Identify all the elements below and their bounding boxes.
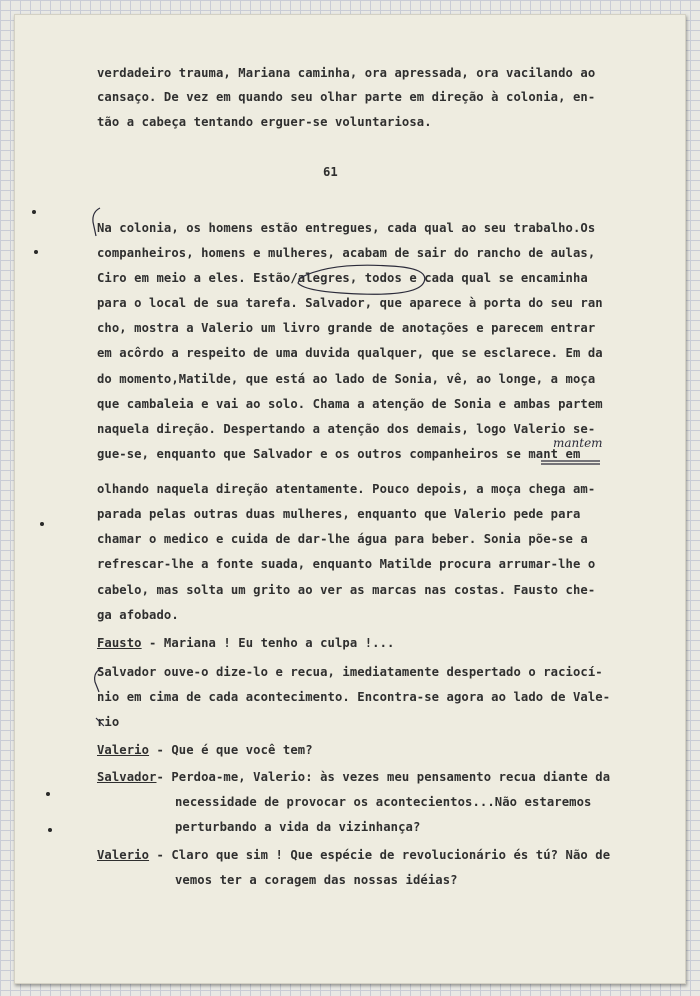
text-line: ga afobado.	[97, 608, 179, 622]
text-line: vemos ter a coragem das nossas idéias?	[175, 873, 458, 887]
dialogue-line	[97, 743, 313, 757]
text-line: rio	[97, 715, 120, 729]
text-line: nio em cima de cada acontecimento. Encontra-se agora ao lado de Vale-	[97, 690, 611, 704]
punch-hole	[40, 522, 44, 526]
speaker-name: Salvador	[97, 770, 157, 784]
text-line: tão a cabeça tentando erguer-se voluntariosa.	[97, 115, 432, 129]
speaker-name: Fausto	[97, 636, 142, 650]
punch-hole	[32, 210, 36, 214]
text-line: Ciro em meio a eles. Estão/alegres, todos e cada qual se encaminha	[97, 271, 588, 285]
text-line: que cambaleia e vai ao solo. Chama a atenção de Sonia e ambas partem	[97, 397, 603, 411]
dialogue-text: - Que é que você tem?	[149, 743, 313, 757]
typewritten-page	[14, 14, 686, 984]
punch-hole	[46, 792, 50, 796]
handwritten-correction: mantem	[553, 436, 603, 450]
text-line: parada pelas outras duas mulheres, enquanto que Valerio pede para	[97, 507, 581, 521]
text-line: chamar o medico e cuida de dar-lhe água para beber. Sonia põe-se a	[97, 532, 588, 546]
text-line: cansaço. De vez em quando seu olhar parte em direção à colonia, en-	[97, 90, 596, 104]
speaker-name: Valerio	[97, 743, 150, 757]
page-number: 61	[323, 165, 338, 179]
text-line: para o local de sua tarefa. Salvador, que aparece à porta do seu ran	[97, 296, 603, 310]
dialogue-text: - Claro que sim ! Que espécie de revolucionário és tú? Não de	[149, 848, 611, 862]
text-line: Na colonia, os homens estão entregues, cada qual ao seu trabalho.Os	[97, 221, 596, 235]
speaker-name: Valerio	[97, 848, 150, 862]
text-line: gue-se, enquanto que Salvador e os outros companheiros se mant em	[97, 447, 581, 461]
text-line: em acôrdo a respeito de uma duvida qualquer, que se esclarece. Em da	[97, 346, 603, 360]
dialogue-line	[97, 848, 610, 862]
dialogue-line	[97, 636, 395, 650]
dialogue-line	[97, 770, 610, 784]
text-line: cho, mostra a Valerio um livro grande de anotações e parecem entrar	[97, 321, 596, 335]
text-line: do momento,Matilde, que está ao lado de Sonia, vê, ao longe, a moça	[97, 372, 596, 386]
dialogue-text: - Perdoa-me, Valerio: às vezes meu pensamento recua diante da	[156, 770, 611, 784]
text-line: necessidade de provocar os acontecientos...Não estaremos	[175, 795, 592, 809]
dialogue-text: - Mariana ! Eu tenho a culpa !...	[141, 636, 395, 650]
text-line: refrescar-lhe a fonte suada, enquanto Matilde procura arrumar-lhe o	[97, 557, 596, 571]
text-line: cabelo, mas solta um grito ao ver as marcas nas costas. Fausto che-	[97, 583, 596, 597]
text-line: companheiros, homens e mulheres, acabam de sair do rancho de aulas,	[97, 246, 596, 260]
text-line: perturbando a vida da vizinhança?	[175, 820, 421, 834]
text-line: verdadeiro trauma, Mariana caminha, ora apressada, ora vacilando ao	[97, 66, 596, 80]
text-line: Salvador ouve-o dize-lo e recua, imediatamente despertado o raciocí-	[97, 665, 603, 679]
punch-hole	[34, 250, 38, 254]
punch-hole	[48, 828, 52, 832]
text-line: naquela direção. Despertando a atenção dos demais, logo Valerio se-	[97, 422, 596, 436]
text-line: olhando naquela direção atentamente. Pouco depois, a moça chega am-	[97, 482, 596, 496]
